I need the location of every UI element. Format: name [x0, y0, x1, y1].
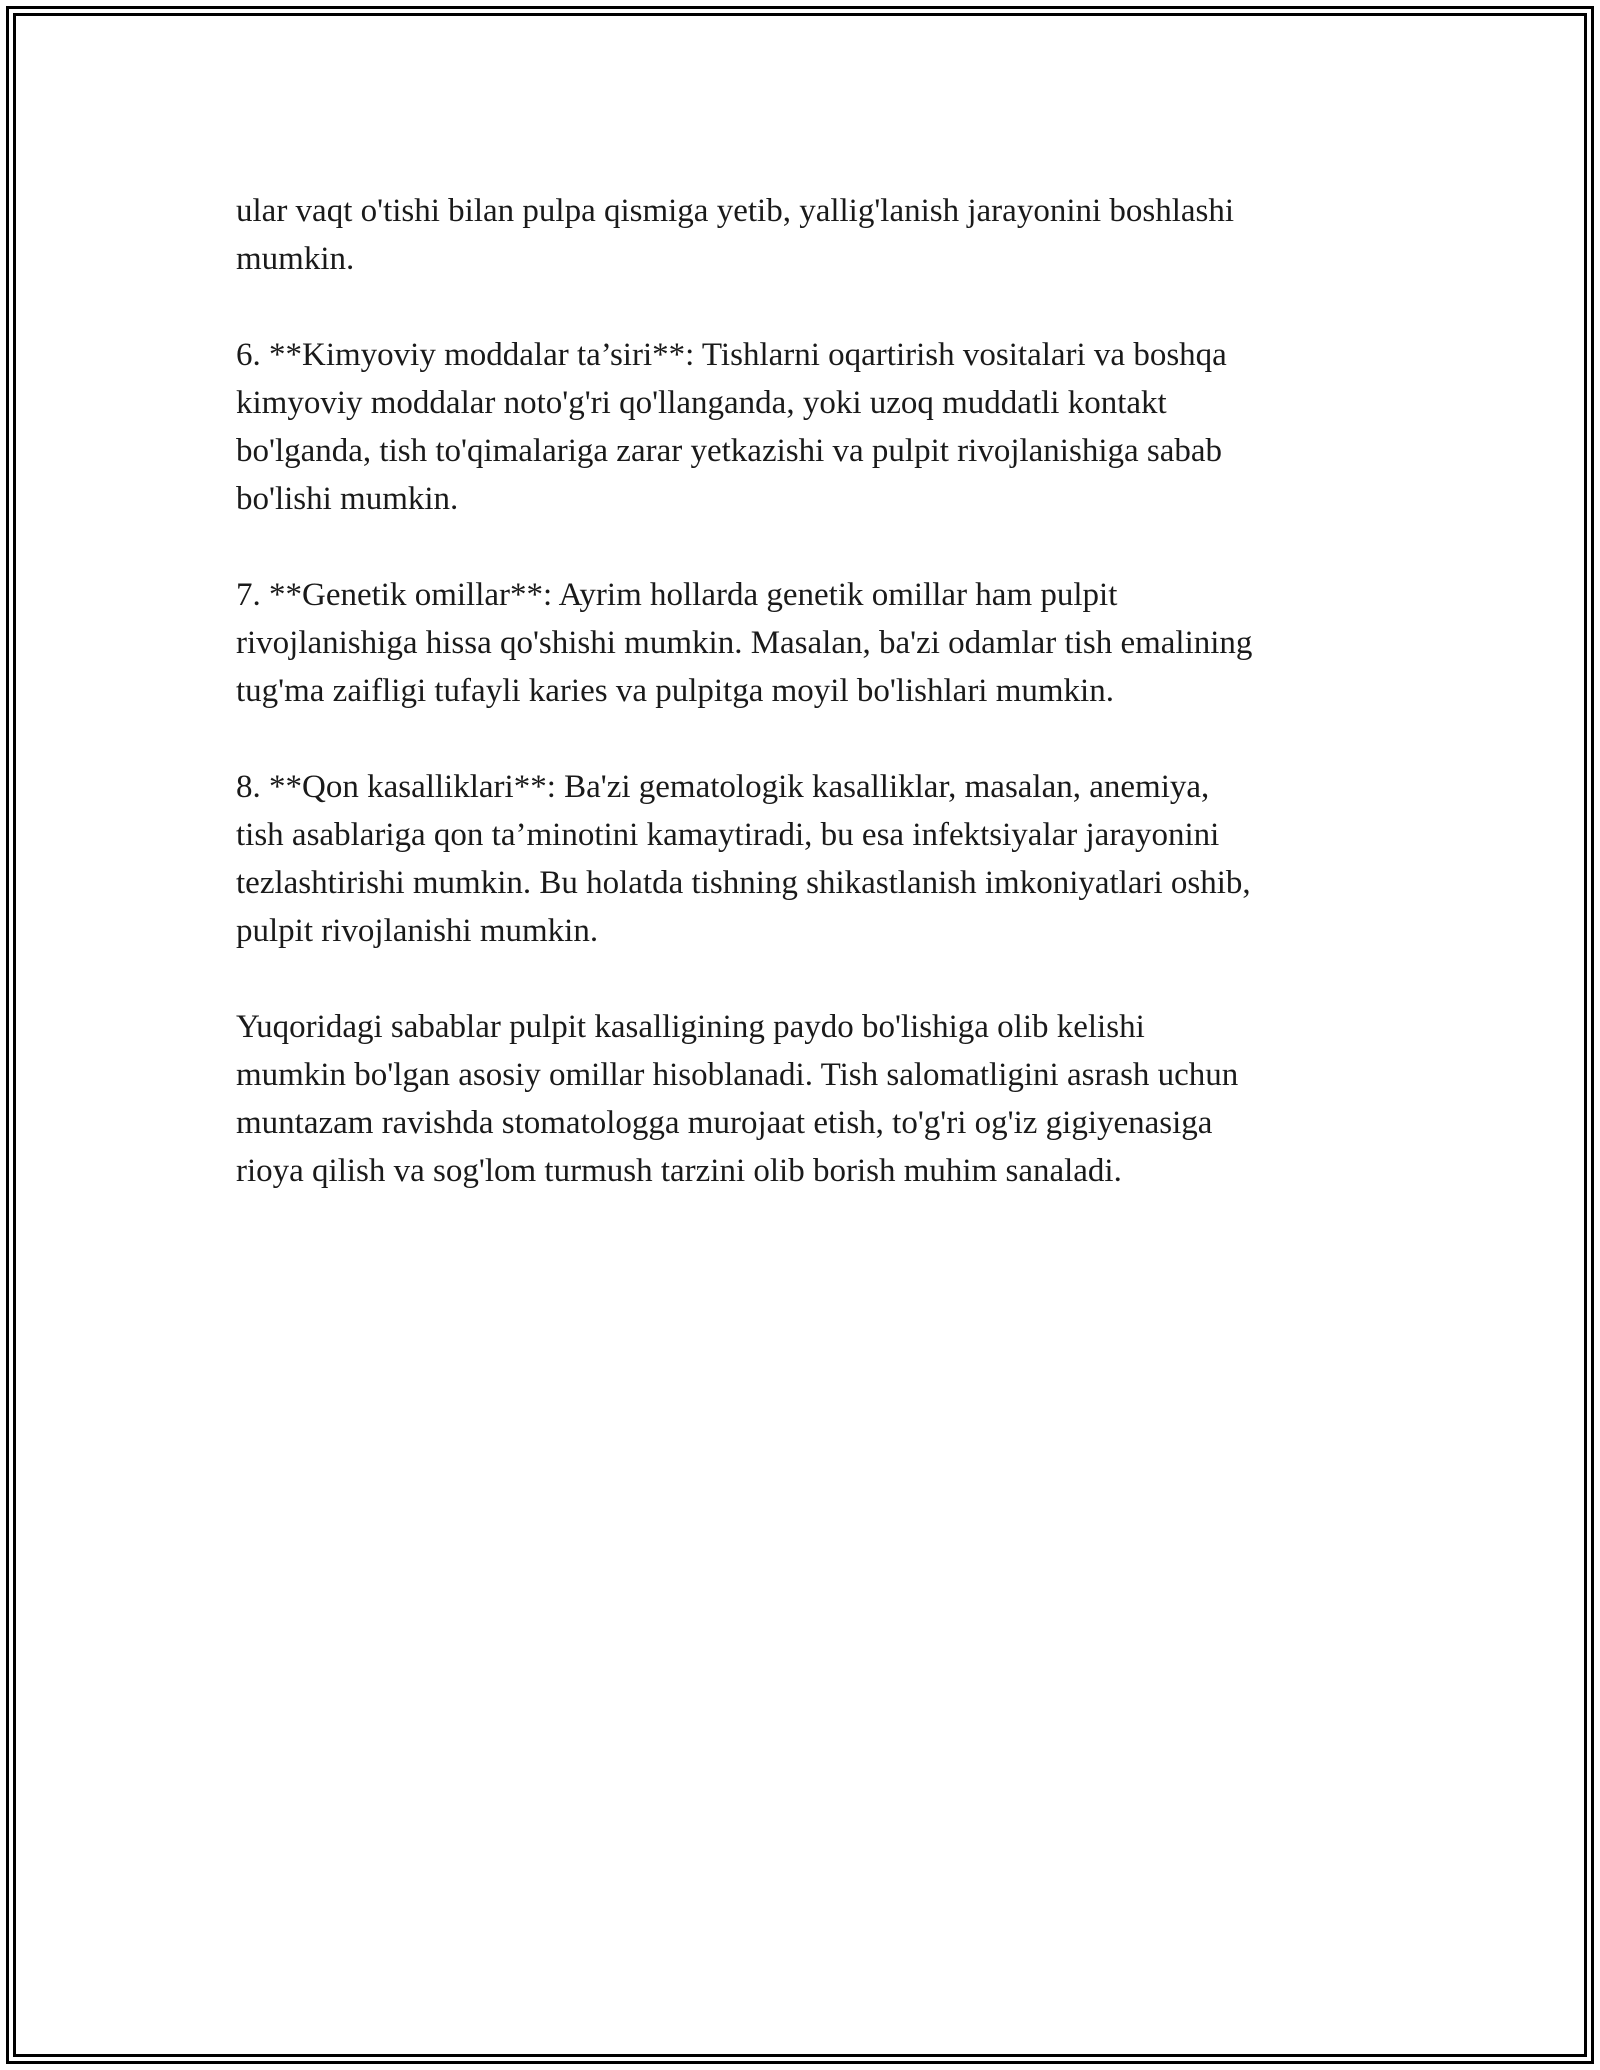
- paragraph-item-7: 7. **Genetik omillar**: Ayrim hollarda genetik omillar ham pulpit rivojlanishiga hissa qo'shishi mumkin. Masalan, ba'zi odamlar tish emalining tug'ma zaifligi tufayli karies va pulpitga moyil bo'lishlari mumkin.: [236, 577, 1253, 709]
- paragraph-conclusion: Yuqoridagi sabablar pulpit kasalligining paydo bo'lishiga olib kelishi mumkin bo'lgan asosiy omillar hisoblanadi. Tish salomatligini asrash uchun muntazam ravishda stomatologga murojaat etish, to'g'ri og'iz gigiyenasiga rioya qilish va sog'lom turmush tarzini olib borish muhim sanaladi.: [236, 1009, 1239, 1189]
- paragraph-item-6: 6. **Kimyoviy moddalar ta’siri**: Tishlarni oqartirish vositalari va boshqa kimyoviy moddalar noto'g'ri qo'llanganda, yoki uzoq muddatli kontakt bo'lganda, tish to'qimalariga zarar yetkazishi va pulpit rivojlanishiga sabab bo'lishi mumkin.: [236, 337, 1227, 517]
- paragraph-item-8: 8. **Qon kasalliklari**: Ba'zi gematologik kasalliklar, masalan, anemiya, tish asablariga qon ta’minotini kamaytiradi, bu esa infektsiyalar jarayonini tezlashtirishi mumkin. Bu holatda tishning shikastlanish imkoniyatlari oshib, pulpit rivojlanishi mumkin.: [236, 769, 1251, 949]
- document-body: [236, 187, 1406, 1243]
- paragraph-continuation: ular vaqt o'tishi bilan pulpa qismiga yetib, yallig'lanish jarayonini boshlashi mumkin.: [236, 193, 1235, 277]
